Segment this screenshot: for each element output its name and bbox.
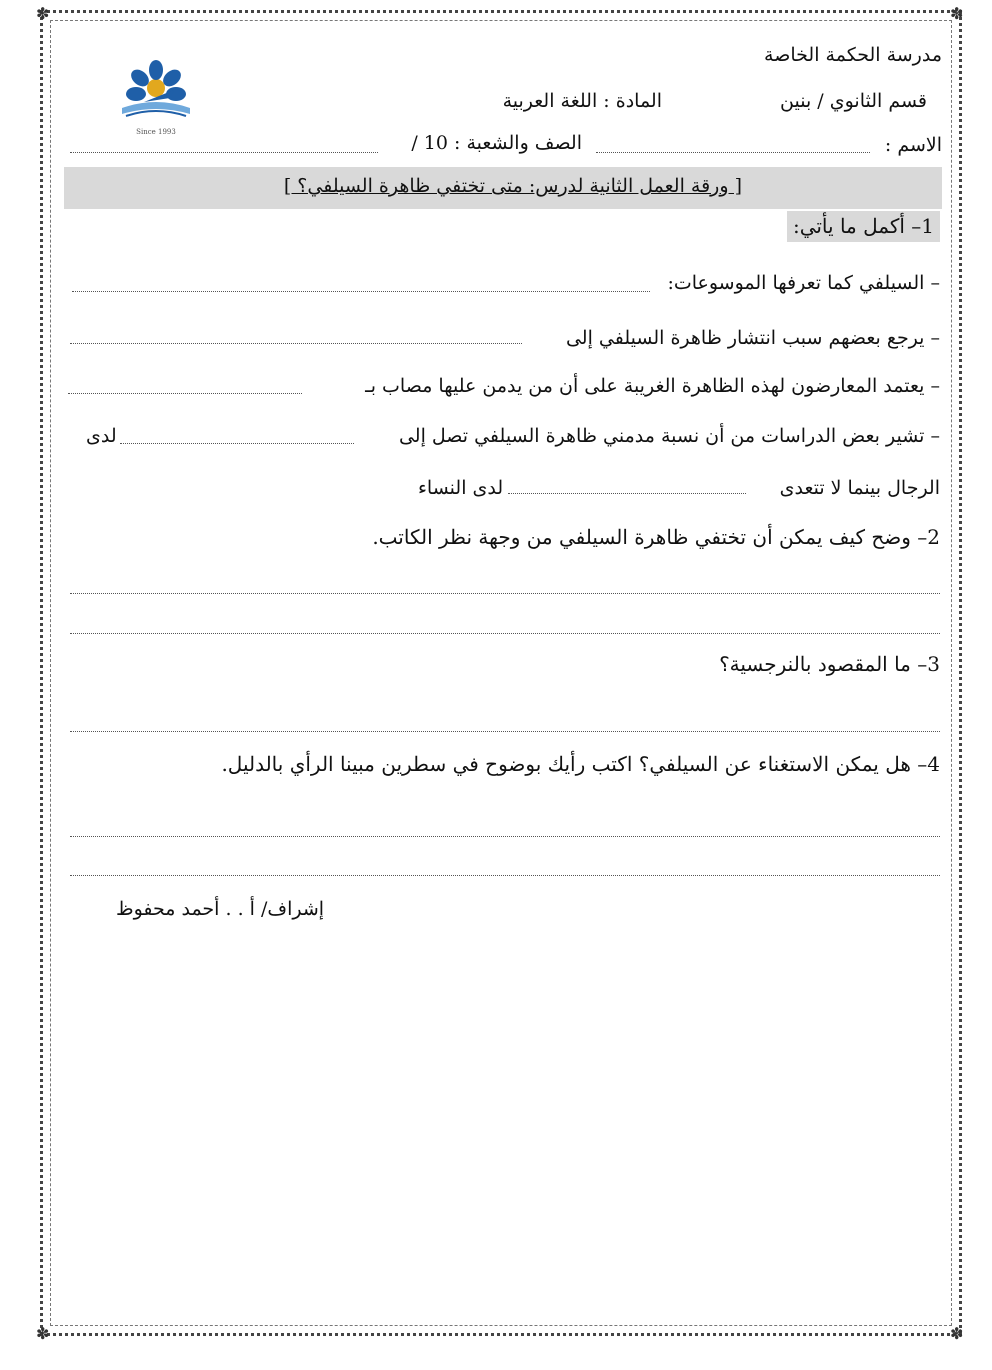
corner-ornament-icon: ✽ [950, 4, 964, 23]
class-field[interactable] [70, 152, 378, 153]
q1-line3-field[interactable] [68, 393, 302, 394]
title-banner [64, 167, 942, 209]
q3-answer-line[interactable] [70, 731, 940, 732]
q1-line2-field[interactable] [70, 343, 522, 344]
supervisor-signature: إشراف/ أ . . أحمد محفوظ [116, 898, 325, 920]
q4-answer-line-2[interactable] [70, 875, 940, 876]
q2-answer-line-1[interactable] [70, 593, 940, 594]
q1-line5-end: لدى النساء [418, 477, 504, 499]
subject-label: المادة : اللغة العربية [502, 90, 662, 112]
logo-emblem-icon [122, 60, 190, 116]
name-field[interactable] [596, 152, 870, 153]
q1-line3: – يعتمد المعارضون لهذه الظاهرة الغريبة على أن من يدمن عليها مصاب بـ [365, 375, 940, 397]
q3-text: 3– ما المقصود بالنرجسية؟ [719, 652, 940, 676]
q4-answer-line-1[interactable] [70, 836, 940, 837]
q1-line4-field[interactable] [120, 443, 354, 444]
q4-text: 4– هل يمكن الاستغناء عن السيلفي؟ اكتب رأيك بوضوح في سطرين مبينا الرأي بالدليل. [221, 752, 940, 776]
q1-heading: 1– أكمل ما يأتي: [787, 211, 940, 242]
q1-line5-field[interactable] [508, 493, 746, 494]
q2-text: 2– وضح كيف يمكن أن تختفي ظاهرة السيلفي من وجهة نظر الكاتب. [372, 525, 940, 549]
q2-answer-line-2[interactable] [70, 633, 940, 634]
worksheet-title: [ ورقة العمل الثانية لدرس: متى تختفي ظاهرة السيلفي؟ ] [283, 175, 742, 197]
corner-ornament-icon: ✽ [36, 1324, 50, 1343]
q1-line4: – تشير بعض الدراسات من أن نسبة مدمني ظاهرة السيلفي تصل إلى [398, 425, 940, 447]
school-logo [104, 58, 208, 142]
school-name: مدرسة الحكمة الخاصة [764, 44, 942, 66]
svg-text:Since 1993: Since 1993 [136, 128, 176, 136]
name-label: الاسم : [884, 134, 942, 156]
class-label: الصف والشعبة : 10 / [411, 132, 582, 154]
q1-line4-end: لدى [86, 425, 117, 447]
q1-line1-field[interactable] [72, 291, 650, 292]
q1-line5-start: الرجال بينما لا تتعدى [779, 477, 940, 499]
section-label: قسم الثانوي / بنين [780, 90, 927, 112]
corner-ornament-icon: ✽ [36, 4, 50, 23]
q1-line2: – يرجع بعضهم سبب انتشار ظاهرة السيلفي إلى [565, 327, 940, 349]
q1-line1: – السيلفي كما تعرفها الموسوعات: [667, 272, 940, 294]
corner-ornament-icon: ✽ [950, 1324, 964, 1343]
